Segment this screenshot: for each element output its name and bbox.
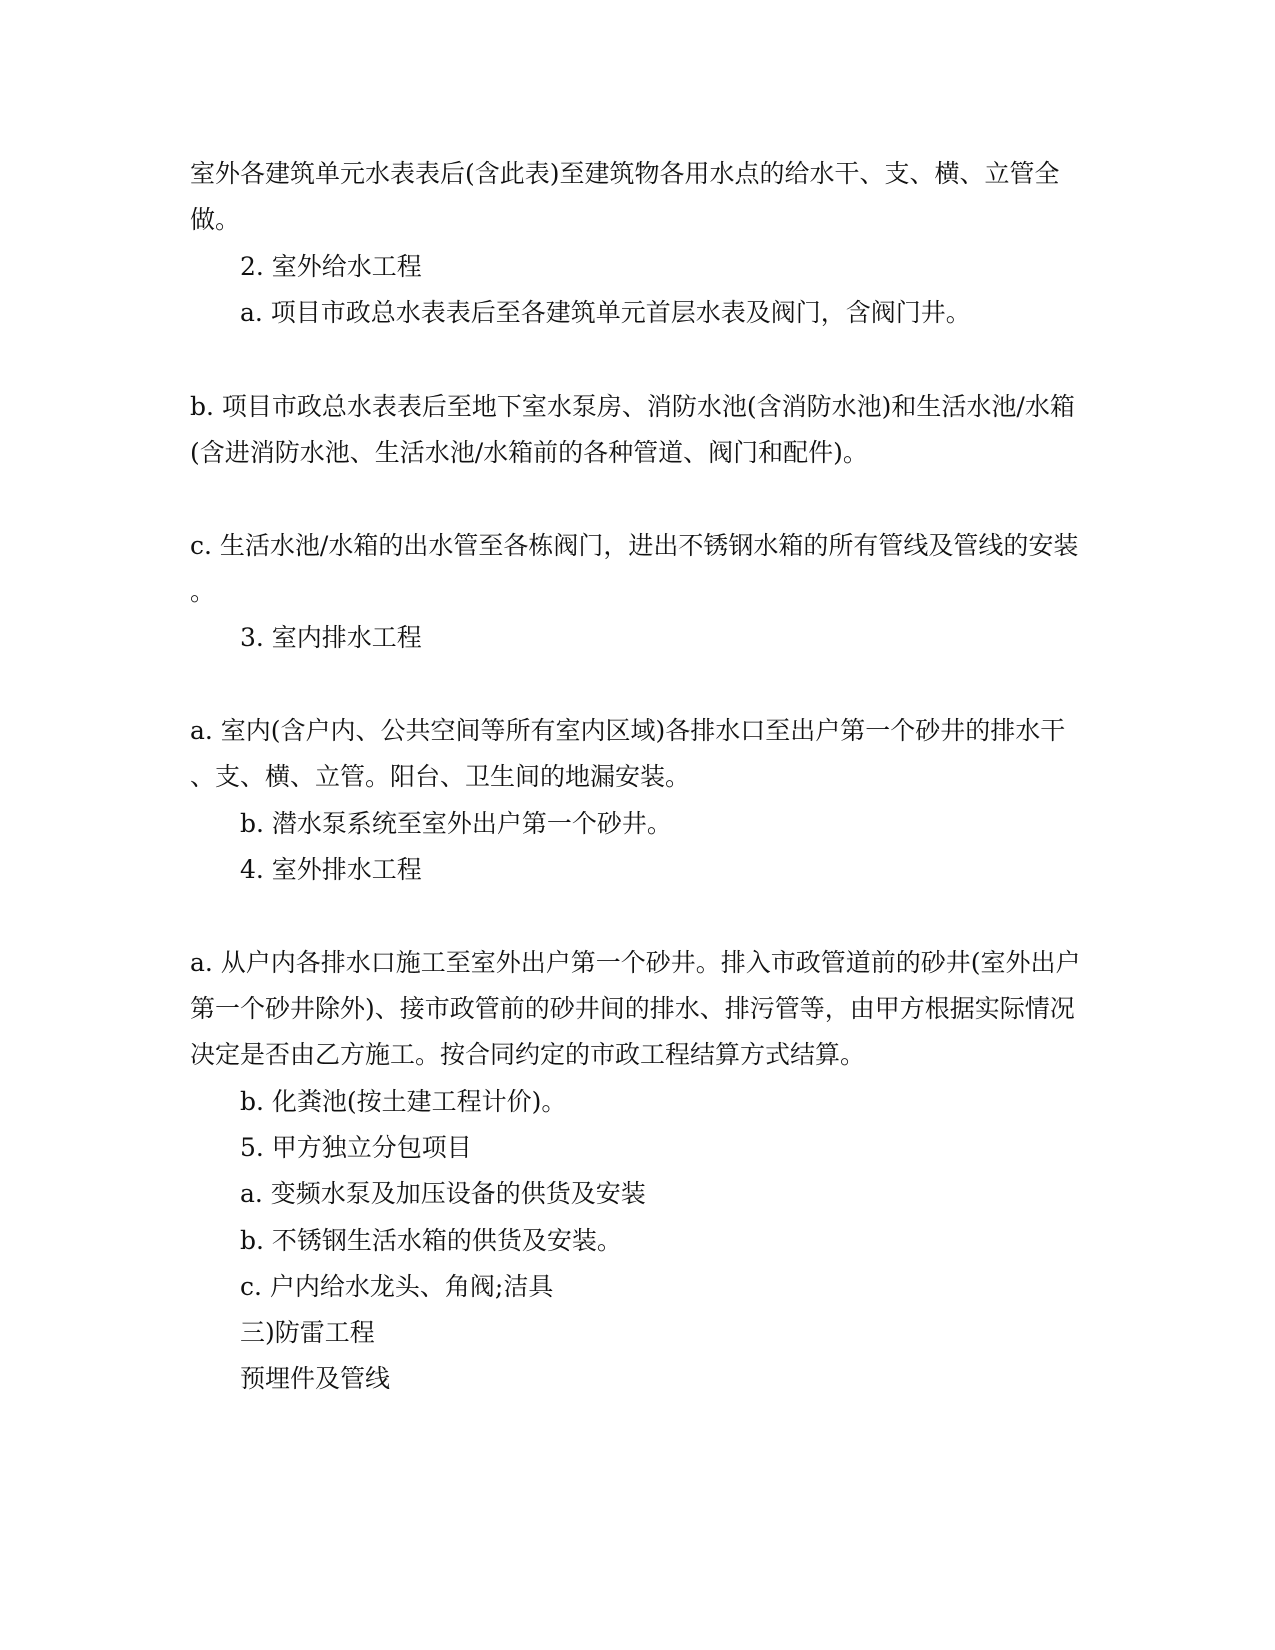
section-heading: 4. 室外排水工程 <box>240 855 422 884</box>
list-item: a. 项目市政总水表表后至各建筑单元首层水表及阀门，含阀门井。 <box>240 298 971 327</box>
section-heading: 3. 室内排水工程 <box>240 623 422 652</box>
list-item: a. 变频水泵及加压设备的供货及安装 <box>240 1179 646 1208</box>
section-heading: 5. 甲方独立分包项目 <box>240 1133 472 1162</box>
body-text-line: 第一个砂井除外)、接市政管前的砂井间的排水、排污管等，由甲方根据实际情况 <box>190 994 1075 1023</box>
body-text-line: 、支、横、立管。阳台、卫生间的地漏安装。 <box>190 762 691 791</box>
list-item: a. 室内(含户内、公共空间等所有室内区域)各排水口至出户第一个砂井的排水干 <box>190 716 1066 745</box>
body-text-line: 。 <box>190 577 216 606</box>
list-item: c. 户内给水龙头、角阀;洁具 <box>240 1272 554 1301</box>
body-text-line: 预埋件及管线 <box>240 1364 391 1393</box>
body-text-line: 室外各建筑单元水表表后(含此表)至建筑物各用水点的给水干、支、横、立管全 <box>190 159 1060 188</box>
section-heading: 三)防雷工程 <box>240 1318 375 1347</box>
list-item: b. 不锈钢生活水箱的供货及安装。 <box>240 1226 622 1255</box>
list-item: c. 生活水池/水箱的出水管至各栋阀门，进出不锈钢水箱的所有管线及管线的安装 <box>190 531 1079 560</box>
list-item: b. 项目市政总水表表后至地下室水泵房、消防水池(含消防水池)和生活水池/水箱 <box>190 392 1075 421</box>
body-text-line: 做。 <box>190 205 241 234</box>
section-heading: 2. 室外给水工程 <box>240 252 422 281</box>
body-text-line: (含进消防水池、生活水池/水箱前的各种管道、阀门和配件)。 <box>190 438 868 467</box>
list-item: b. 化粪池(按土建工程计价)。 <box>240 1087 567 1116</box>
list-item: b. 潜水泵系统至室外出户第一个砂井。 <box>240 809 672 838</box>
body-text-line: 决定是否由乙方施工。按合同约定的市政工程结算方式结算。 <box>190 1040 866 1069</box>
list-item: a. 从户内各排水口施工至室外出户第一个砂井。排入市政管道前的砂井(室外出户 <box>190 948 1081 977</box>
